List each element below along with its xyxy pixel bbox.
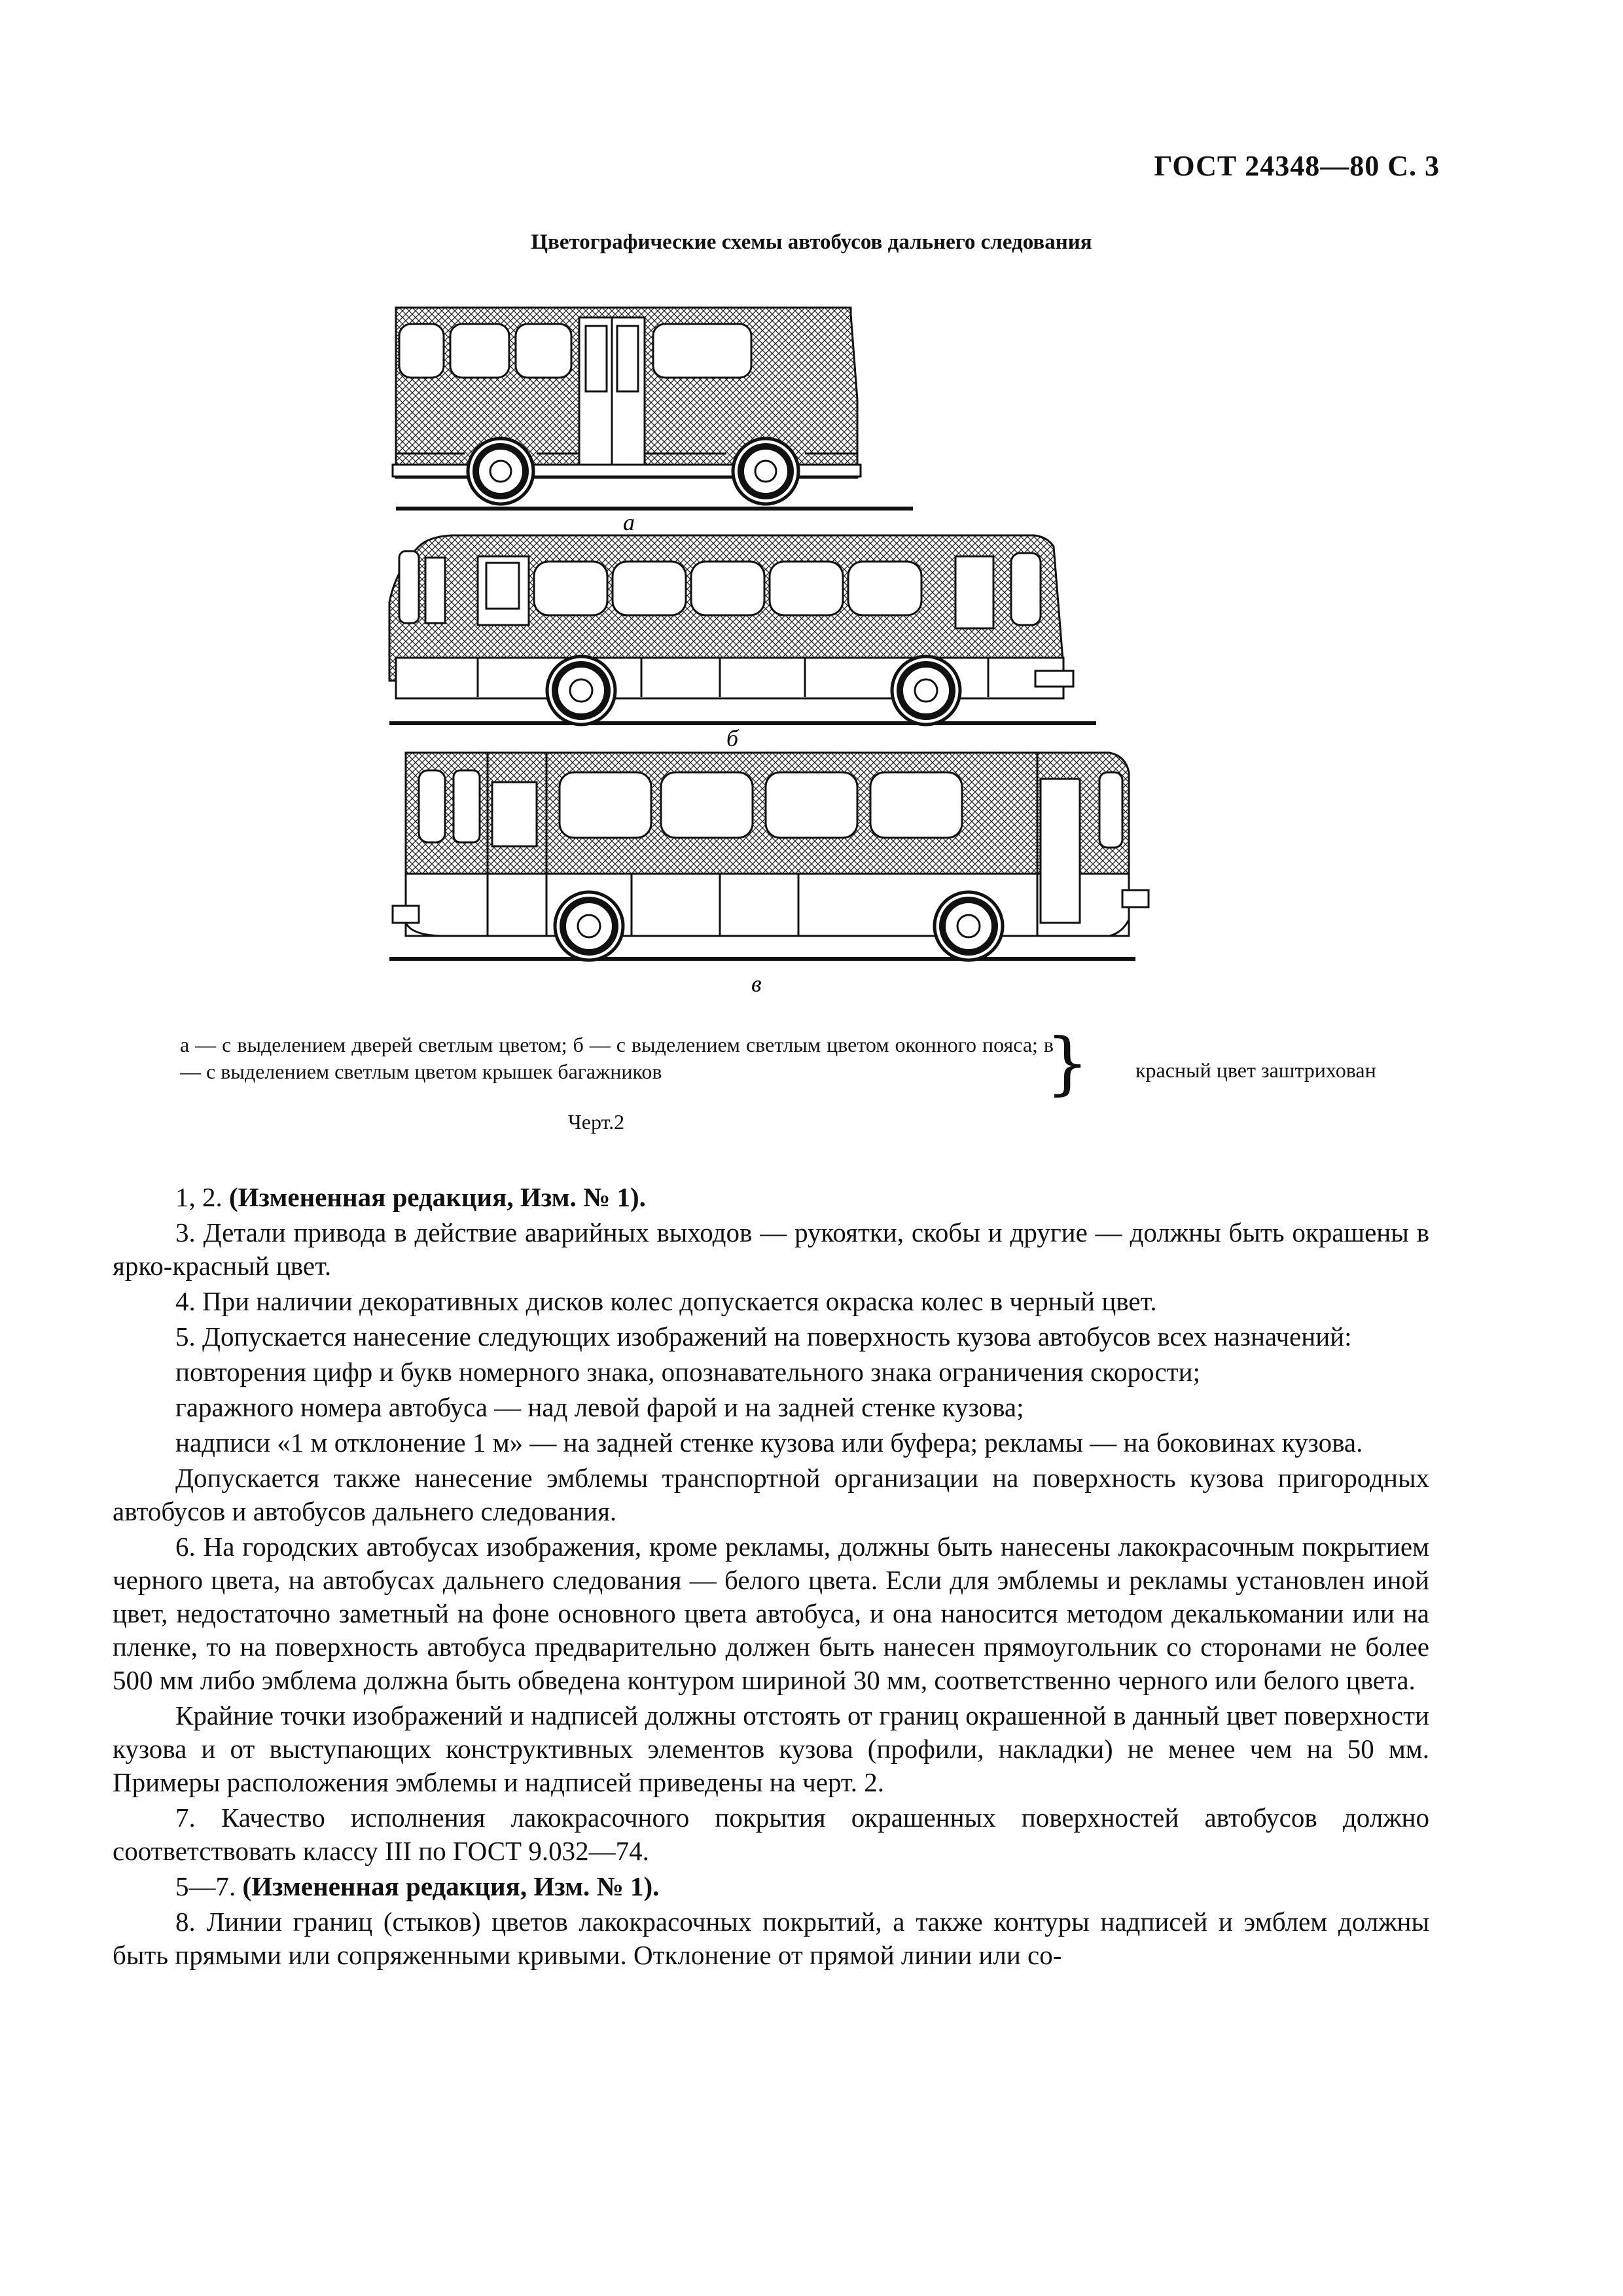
paragraph-5-extra: Допускается также нанесение эмблемы транспортной организации на поверхность кузова пригородных автобусов и автобусов дальнего следования. bbox=[113, 1463, 1429, 1526]
label-b: б bbox=[726, 725, 739, 751]
drawing-number: Черт.2 bbox=[568, 1110, 625, 1134]
bus-color-schemes-figure bbox=[380, 295, 1217, 1001]
bus-a-drawing bbox=[393, 308, 913, 509]
paragraph-1-2 bbox=[113, 1181, 1429, 1214]
label-c: в bbox=[751, 971, 762, 997]
caption-brace: } bbox=[1046, 1023, 1090, 1103]
paragraph-5-item-1: повторения цифр и букв номерного знака, опознавательного знака ограничения скорости; bbox=[175, 1357, 1200, 1387]
p1-lead: 1, 2. bbox=[175, 1182, 223, 1212]
paragraph-7: 7. Качество исполнения лакокрасочного покрытия окрашенных поверхностей автобусов должно соответствовать классу III по ГОСТ 9.032—74. bbox=[113, 1803, 1429, 1866]
paragraph-3: 3. Детали привода в действие аварийных выходов — рукоятки, скобы и другие — должны быть окрашены в ярко-красный цвет. bbox=[113, 1217, 1429, 1281]
document-body bbox=[113, 1181, 1429, 1974]
paragraph-8: 8. Линии границ (стыков) цветов лакокрасочных покрытий, а также контуры надписей и эмблем должны быть прямыми или сопряженными кривыми. Отклонение от прямой линии или со- bbox=[113, 1907, 1429, 1970]
page-header: ГОСТ 24348—80 С. 3 bbox=[1154, 150, 1440, 182]
paragraph-6: 6. На городских автобусах изображения, кроме рекламы, должны быть нанесены лакокрасочным покрытием черного цвета, на автобусах дальнего следования — белого цвета. Если для эмблемы и рекламы установлен иной цвет, недостаточно заметный на фоне основного цвета автобуса, и она наносится методом декалькомании или на пленке, то на поверхность автобуса предварительно должен быть нанесен прямоугольник со сторонами не более 500 мм либо эмблема должна быть обведена контуром шириной 30 мм, соответственно черного или белого цвета. bbox=[113, 1532, 1429, 1695]
label-a: а bbox=[623, 509, 635, 535]
bus-c-drawing bbox=[389, 753, 1149, 960]
paragraph-6-extra: Крайние точки изображений и надписей должны отстоять от границ окрашенной в данный цвет поверхности кузова и от выступающих конструктивных элементов кузова (профили, накладки) не менее чем на 50 мм. Примеры расположения эмблемы и надписей приведены на черт. 2. bbox=[113, 1700, 1429, 1797]
p1-amendment: (Измененная редакция, Изм. № 1). bbox=[229, 1182, 646, 1212]
paragraph-5-7 bbox=[113, 1870, 1429, 1903]
bus-b-drawing bbox=[389, 535, 1096, 725]
paragraph-5: 5. Допускается нанесение следующих изображений на поверхность кузова автобусов всех назначений: bbox=[175, 1321, 1352, 1352]
paragraph-5-item-3: надписи «1 м отклонение 1 м» — на задней стенке кузова или буфера; рекламы — на боковинах кузова. bbox=[175, 1427, 1363, 1458]
figure-caption: а — с выделением дверей светлым цветом; б — с выделением светлым цветом оконного пояса; в — с выделением светлым цветом крышек багажников bbox=[180, 1033, 1054, 1083]
p57-amendment: (Измененная редакция, Изм. № 1). bbox=[242, 1871, 660, 1901]
hatch-legend: красный цвет заштрихован bbox=[1135, 1058, 1376, 1082]
bus-drawings bbox=[380, 295, 1217, 1001]
p57-lead: 5—7. bbox=[175, 1871, 236, 1901]
figure-title: Цветографические схемы автобусов дальнего следования bbox=[531, 230, 1092, 254]
paragraph-5-item-2: гаражного номера автобуса — над левой фарой и на задней стенке кузова; bbox=[175, 1392, 1024, 1422]
paragraph-4: 4. При наличии декоративных дисков колес допускается окраска колес в черный цвет. bbox=[175, 1286, 1157, 1316]
